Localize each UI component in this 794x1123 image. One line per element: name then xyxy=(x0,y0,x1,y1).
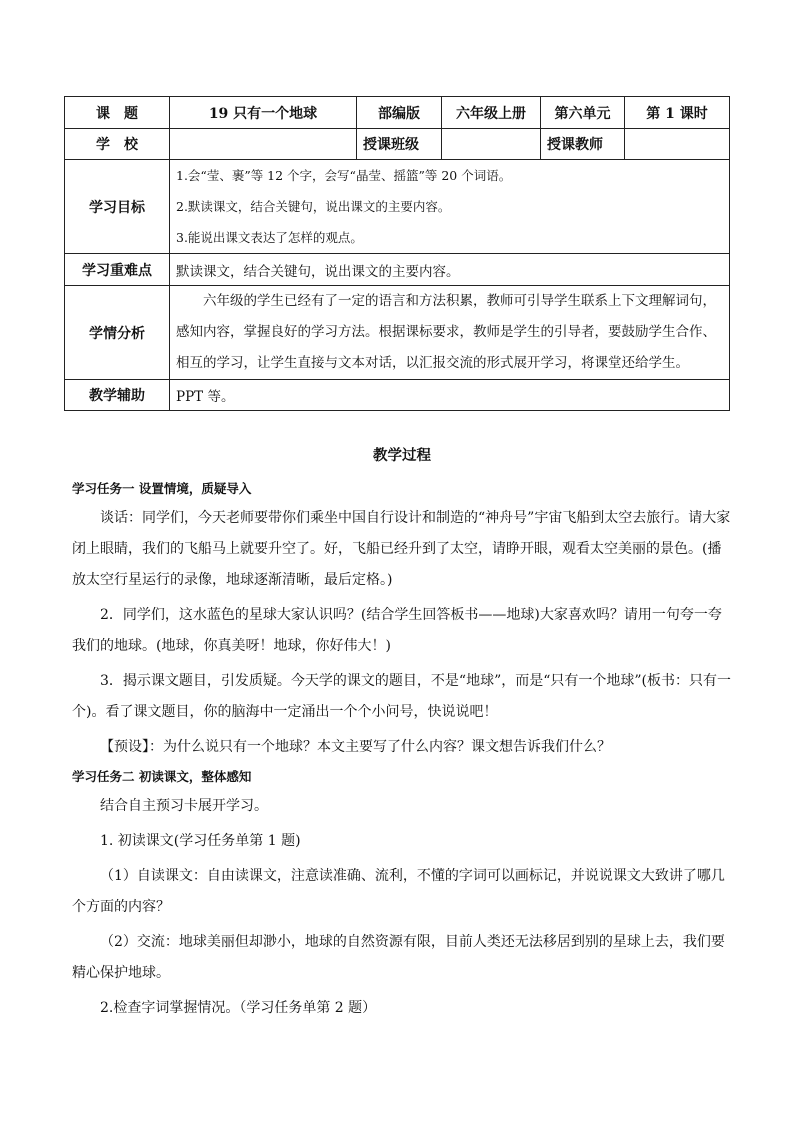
goal-item: 3.能说出课文表达了怎样的观点。 xyxy=(176,230,363,245)
teacher-value xyxy=(625,129,730,160)
teacher-label: 授课教师 xyxy=(541,129,625,160)
lesson-title: 19 只有一个地球 xyxy=(170,97,357,129)
key-points-label: 学习重难点 xyxy=(65,254,170,286)
teaching-process xyxy=(72,444,732,1028)
class-value xyxy=(442,129,541,160)
grade: 六年级上册 xyxy=(442,97,541,129)
analysis-text: 六年级的学生已经有了一定的语言和方法积累，教师可引导学生联系上下文理解词句，感知内容，掌握良好的学习方法。根据课标要求，教师是学生的引导者，要鼓励学生合作、相互的学习，让学生直接与文本对话，以汇报交流的形式展开学习，将课堂还给学生。 xyxy=(176,293,716,371)
goals-label: 学习目标 xyxy=(65,160,170,254)
section-title: 教学过程 xyxy=(373,447,431,464)
table-row xyxy=(65,380,730,411)
goals-cell xyxy=(170,160,730,254)
task1-title: 学习任务一 设置情境，质疑导入 xyxy=(72,481,252,496)
table-row xyxy=(65,254,730,286)
paragraph: 结合自主预习卡展开学习。 xyxy=(100,798,268,814)
class-label: 授课班级 xyxy=(357,129,442,160)
table-row xyxy=(65,160,730,254)
unit: 第六单元 xyxy=(541,97,625,129)
table-row xyxy=(65,129,730,160)
paragraph: （2）交流：地球美丽但却渺小，地球的自然资源有限，目前人类还无法移居到别的星球上去，我们要精心保护地球。 xyxy=(72,934,725,981)
paragraph: 2.检查字词掌握情况。（学习任务单第 2 题） xyxy=(100,1000,377,1016)
analysis-label: 学情分析 xyxy=(65,286,170,380)
goal-item: 1.会“莹、裹”等 12 个字，会写“晶莹、摇篮”等 20 个词语。 xyxy=(176,168,512,183)
goal-item: 2.默读课文，结合关键句，说出课文的主要内容。 xyxy=(176,199,451,214)
paragraph: （1）自读课文：自由读课文，注意读准确、流利，不懂的字词可以画标记，并说说课文大致讲了哪几个方面的内容？ xyxy=(72,868,725,915)
school-value xyxy=(170,129,357,160)
table-row xyxy=(65,286,730,380)
edition: 部编版 xyxy=(357,97,442,129)
paragraph: 1. 初读课文(学习任务单第 1 题) xyxy=(100,833,301,849)
aids-text: PPT 等。 xyxy=(170,380,730,411)
topic-label: 课 题 xyxy=(65,97,170,129)
lesson-info-table xyxy=(64,96,730,411)
key-points-text: 默读课文，结合关键句，说出课文的主要内容。 xyxy=(170,254,730,286)
table-row xyxy=(65,97,730,129)
paragraph: 2．同学们，这水蓝色的星球大家认识吗？(结合学生回答板书——地球)大家喜欢吗？请用一句夸一夸我们的地球。(地球，你真美呀！地球，你好伟大！) xyxy=(72,607,722,654)
aids-label: 教学辅助 xyxy=(65,380,170,411)
paragraph: 【预设】：为什么说只有一个地球？本文主要写了什么内容？课文想告诉我们什么？ xyxy=(100,739,611,755)
task2-title: 学习任务二 初读课文，整体感知 xyxy=(72,769,252,784)
paragraph: 谈话：同学们，今天老师要带你们乘坐中国自行设计和制造的“神舟号”宇宙飞船到太空去旅行。请大家闭上眼睛，我们的飞船马上就要升空了。好，飞船已经升到了太空，请睁开眼，观看太空美丽的景色。(播放太空行星运行的录像，地球逐渐清晰，最后定格。) xyxy=(72,510,731,588)
analysis-cell xyxy=(170,286,730,380)
lesson-period: 第 1 课时 xyxy=(625,97,730,129)
paragraph: 3．揭示课文题目，引发质疑。今天学的课文的题目，不是“地球”，而是“只有一个地球”(板书：只有一个)。看了课文题目，你的脑海中一定涌出一个个小问号，快说说吧！ xyxy=(72,673,731,720)
school-label: 学 校 xyxy=(65,129,170,160)
